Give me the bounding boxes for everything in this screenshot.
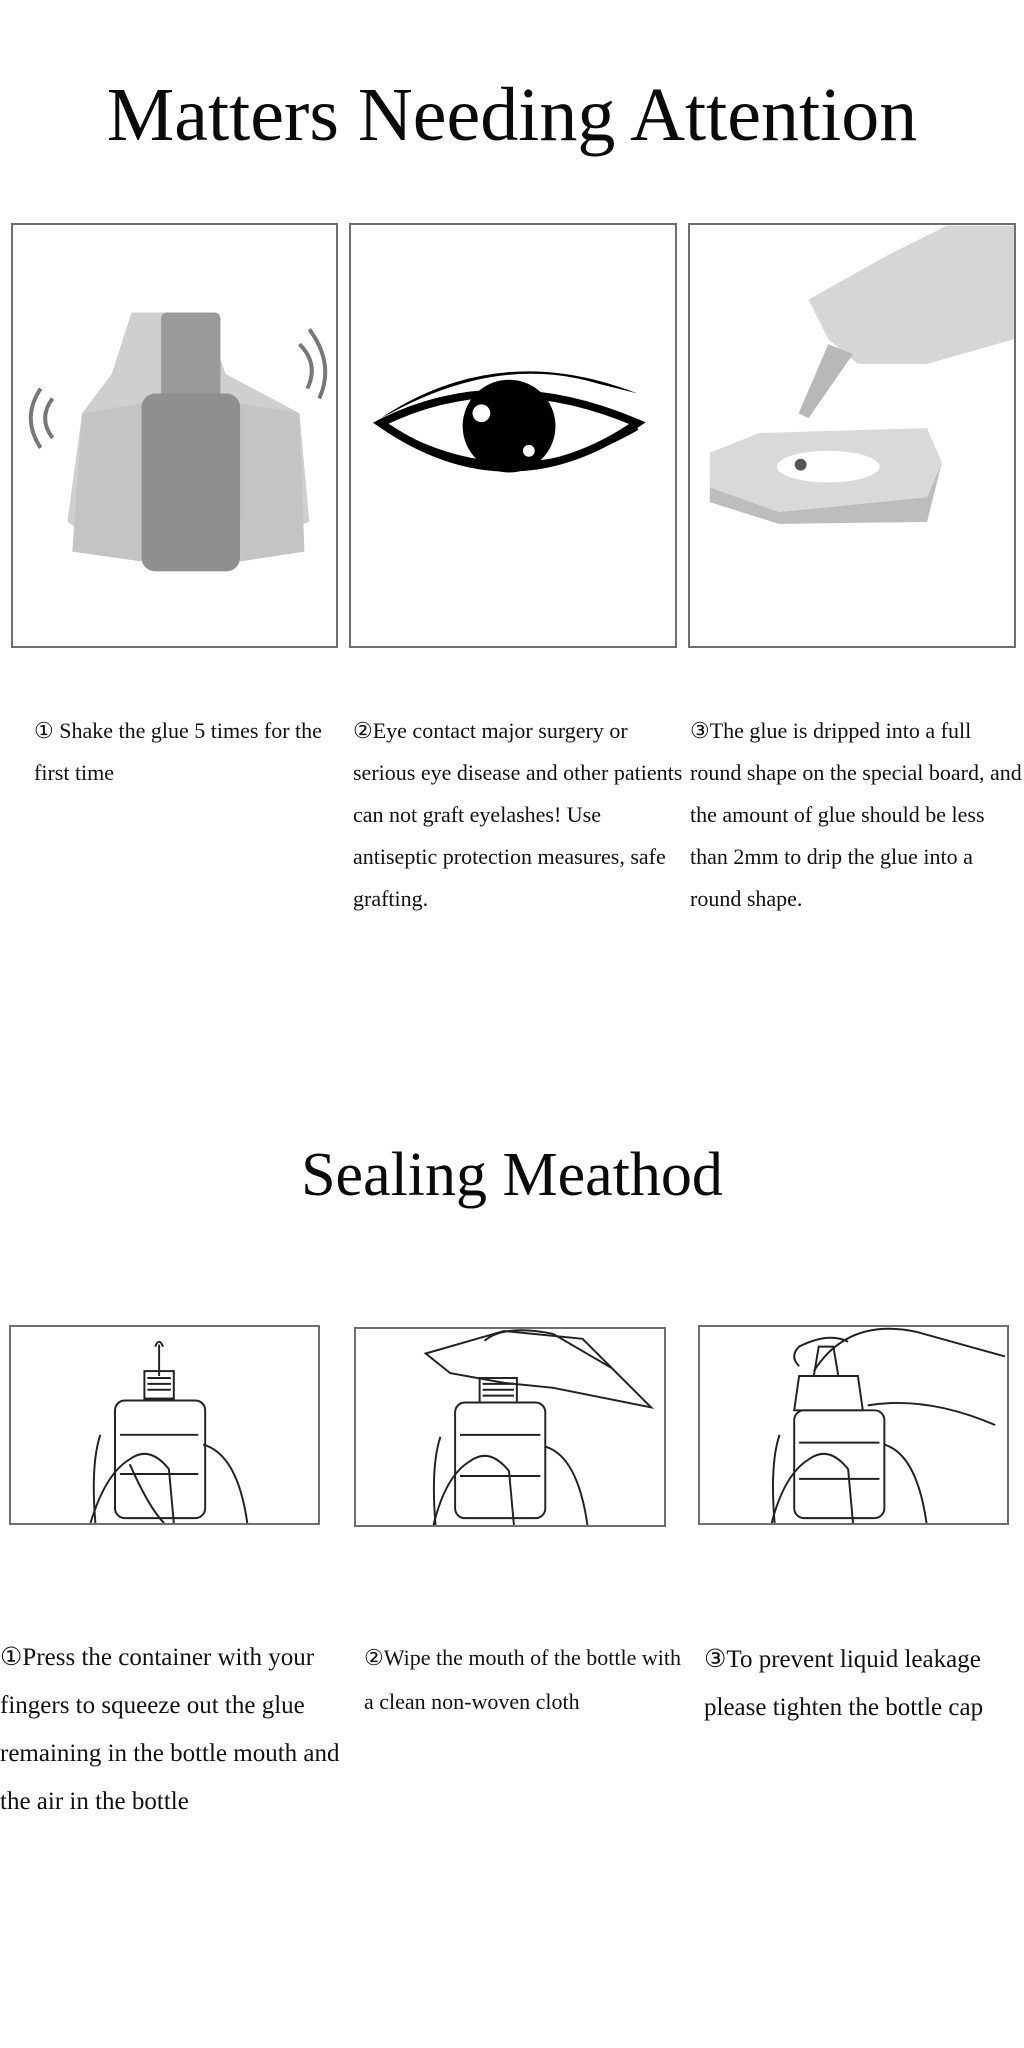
attention-step-1-text: ① Shake the glue 5 times for the first time bbox=[34, 718, 322, 785]
wipe-bottle-icon bbox=[356, 1329, 664, 1525]
shaking-bottle-icon bbox=[13, 225, 336, 646]
squeeze-bottle-icon bbox=[11, 1327, 318, 1523]
attention-step-3-text: ③The glue is dripped into a full round shape on the special board, and the amount of glue should be less than 2mm to drip the glue into a round shape. bbox=[690, 718, 1022, 911]
attention-panel-2 bbox=[349, 223, 677, 648]
glue-drip-board-icon bbox=[690, 225, 1014, 646]
eye-icon bbox=[351, 225, 675, 646]
sealing-step-2-text: ②Wipe the mouth of the bottle with a clean non-woven cloth bbox=[364, 1645, 682, 1714]
attention-title: Matters Needing Attention bbox=[106, 73, 918, 157]
sealing-step-1-text: ①Press the container with your fingers to squeeze out the glue remaining in the bottle mouth and the air in the bottle bbox=[0, 1644, 340, 1815]
sealing-panel-1 bbox=[9, 1325, 320, 1525]
sealing-step-3-text: ③To prevent liquid leakage please tighten the bottle cap bbox=[704, 1646, 984, 1721]
sealing-title: Sealing Meathod bbox=[301, 1141, 723, 1209]
attention-panel-3 bbox=[688, 223, 1016, 648]
sealing-panel-3 bbox=[698, 1325, 1009, 1525]
attention-step-2-text: ②Eye contact major surgery or serious eye disease and other patients can not graft eyelashes! Use antiseptic protection measures, safe grafting. bbox=[353, 718, 683, 911]
tighten-cap-icon bbox=[700, 1327, 1007, 1523]
sealing-panel-2 bbox=[354, 1327, 666, 1527]
attention-panel-1 bbox=[11, 223, 338, 648]
